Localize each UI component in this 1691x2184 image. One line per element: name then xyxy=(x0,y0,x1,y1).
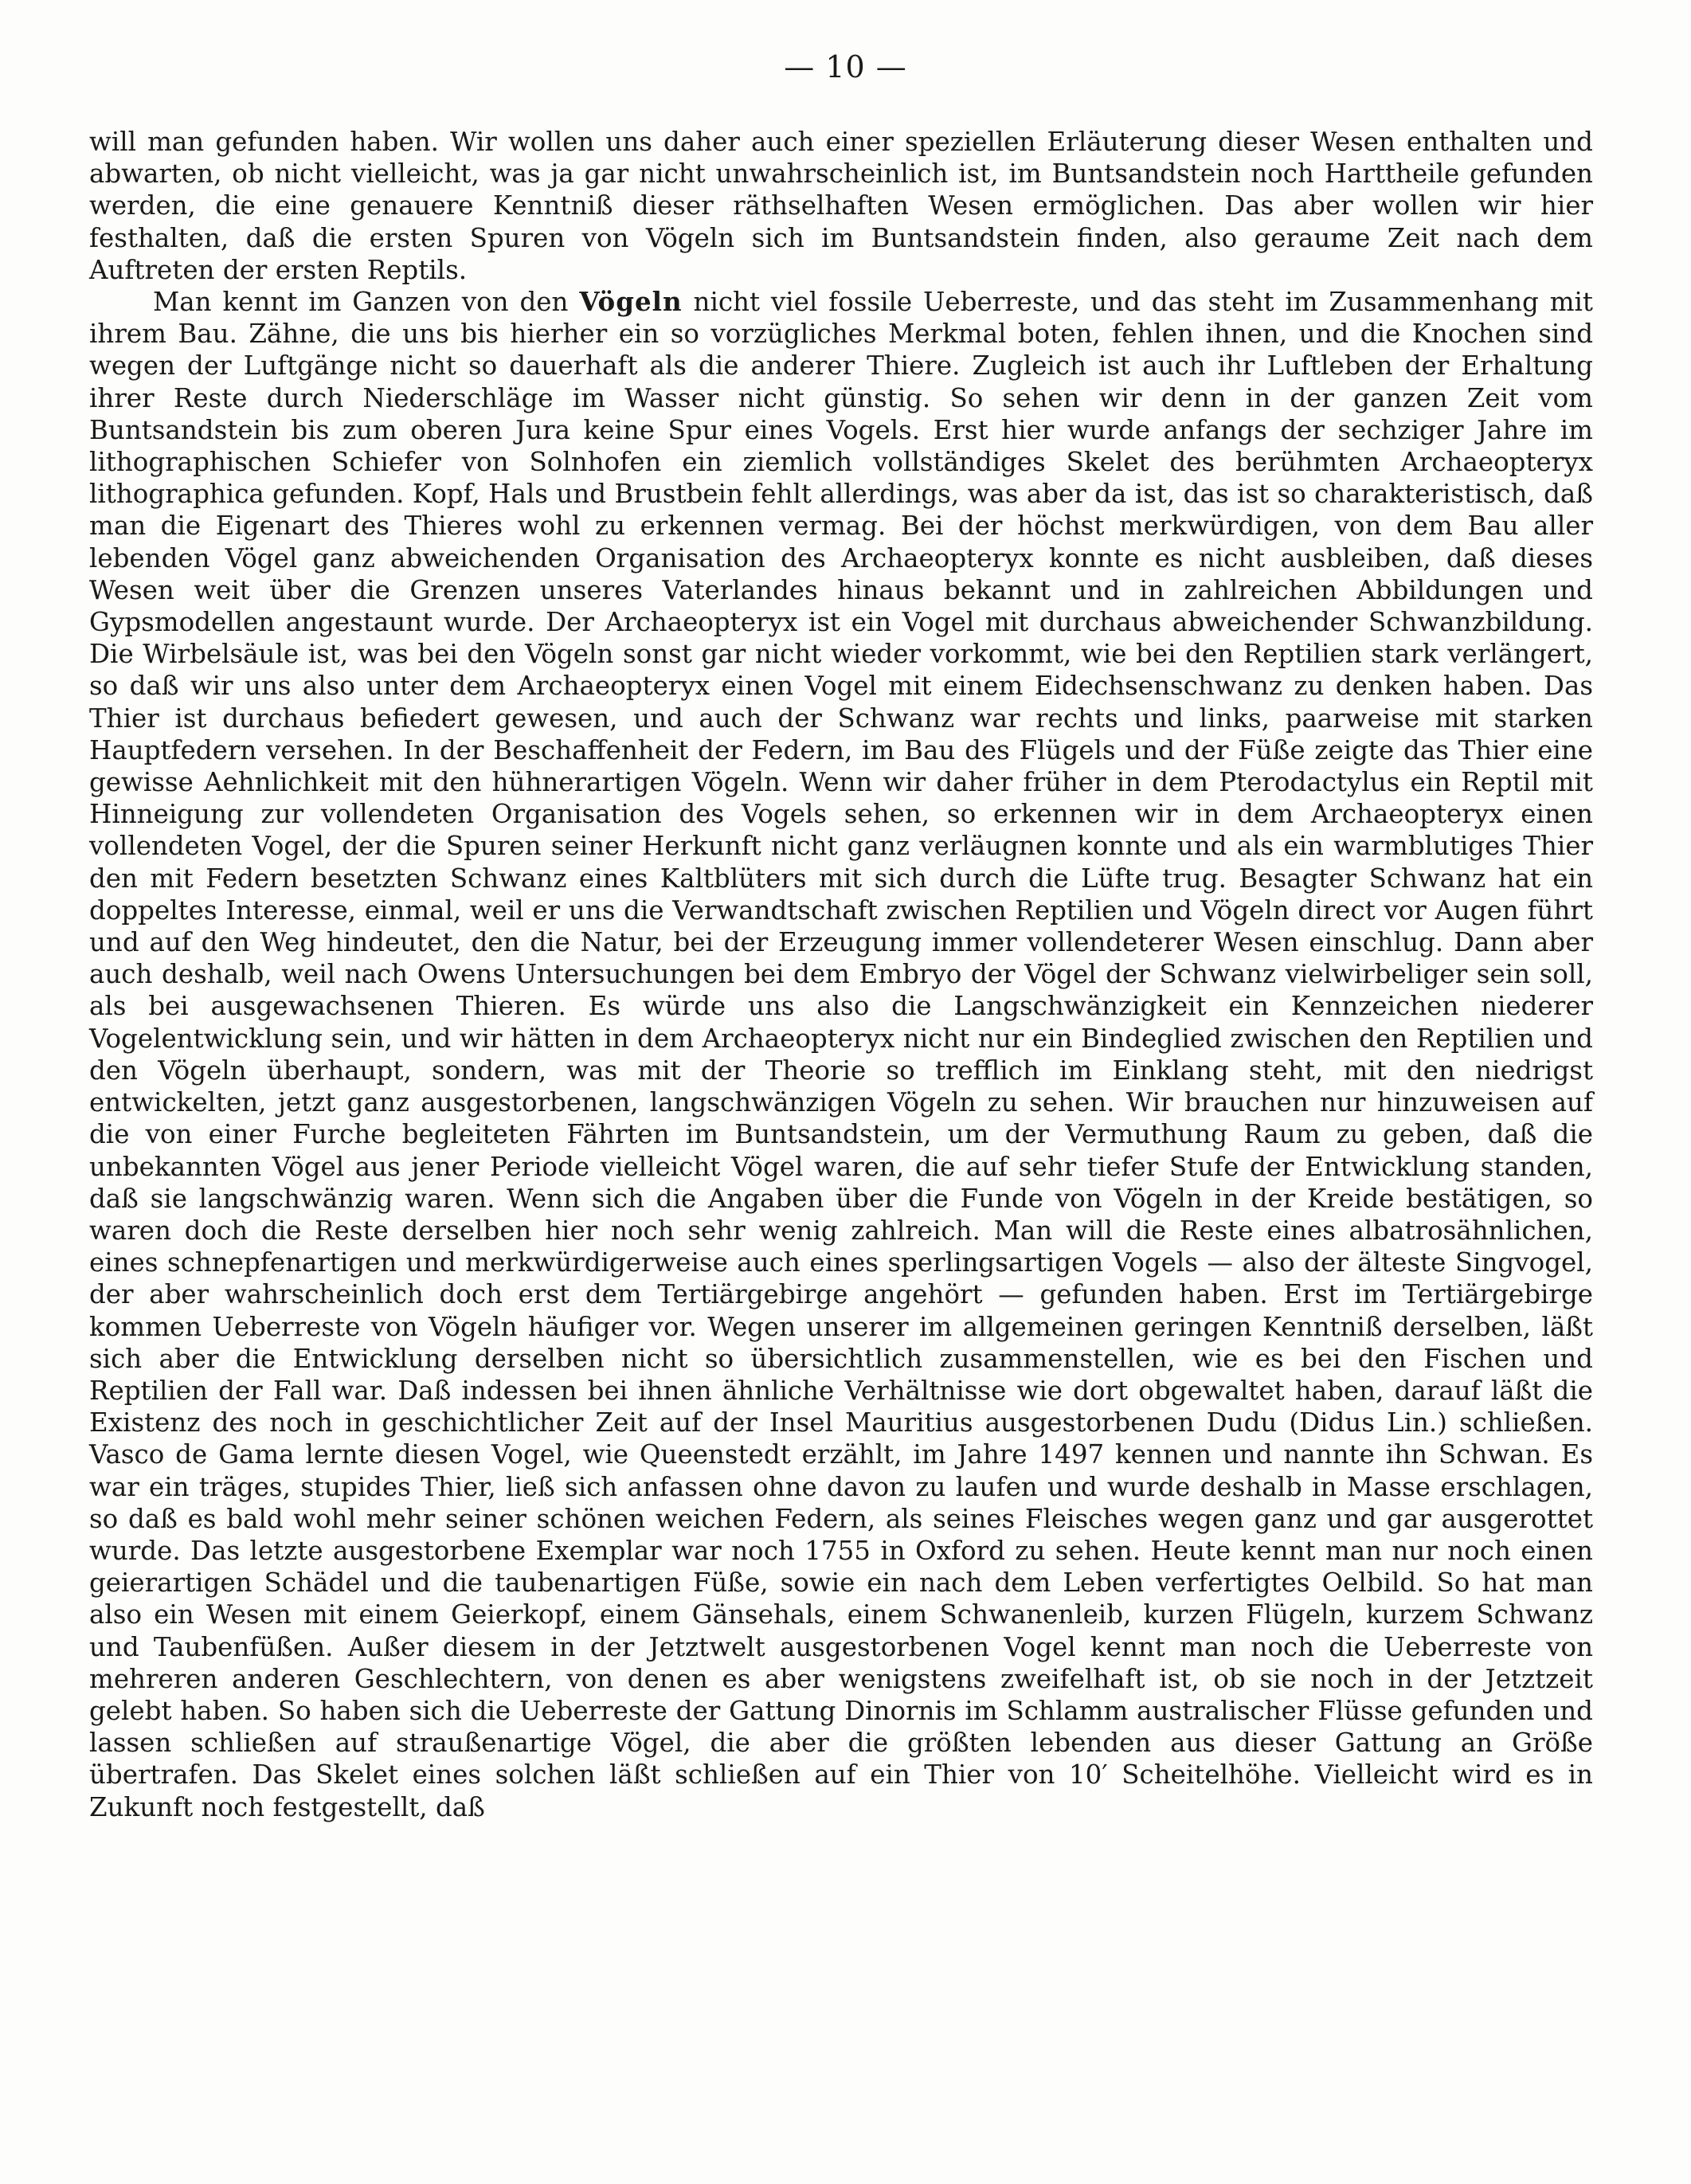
page-number: — 10 — xyxy=(784,49,907,84)
emphasis-voegeln: Vögeln xyxy=(579,286,683,318)
paragraph-birds xyxy=(89,286,1593,1823)
paragraph-birds-body: nicht viel fossile Ueberreste, und das steht im Zusammenhang mit ihrem Bau. Zähne, die uns bis hierher ein so vorzügliches Merkmal boten, fehlen ihnen, und die Knochen sind wegen der Luftgänge nicht so dauerhaft als die anderer Thiere. Zugleich ist auch ihr Luftleben der Erhaltung ihrer Reste durch Niederschläge im Wasser nicht günstig. So sehen wir denn in der ganzen Zeit vom Buntsandstein bis zum oberen Jura keine Spur eines Vogels. Erst hier wurde anfangs der sechziger Jahre im lithographischen Schiefer von Solnhofen ein ziemlich vollständiges Skelet des berühmten Archaeopteryx lithographica gefunden. Kopf, Hals und Brustbein fehlt allerdings, was aber da ist, das ist so charakteristisch, daß man die Eigenart des Thieres wohl zu erkennen vermag. Bei der höchst merkwürdigen, von dem Bau aller lebenden Vögel ganz abweichenden Organisation des Archaeopteryx konnte es nicht ausbleiben, daß dieses Wesen weit über die Grenzen unseres Vaterlandes hinaus bekannt und in zahlreichen Abbildungen und Gypsmodellen angestaunt wurde. Der Archaeopteryx ist ein Vogel mit durchaus abweichender Schwanzbildung. Die Wirbelsäule ist, was bei den Vögeln sonst gar nicht wieder vorkommt, wie bei den Reptilien stark verlängert, so daß wir uns also unter dem Archaeopteryx einen Vogel mit einem Eidechsenschwanz zu denken haben. Das Thier ist durchaus befiedert gewesen, und auch der Schwanz war rechts und links, paarweise mit starken Hauptfedern versehen. In der Beschaffenheit der Federn, im Bau des Flügels und der Füße zeigte das Thier eine gewisse Aehnlichkeit mit den hühnerartigen Vögeln. Wenn wir daher früher in dem Pterodactylus ein Reptil mit Hinneigung zur vollendeten Organisation des Vogels sehen, so erkennen wir in dem Archaeopteryx einen vollendeten Vogel, der die Spuren seiner Herkunft nicht ganz verläugnen konnte und als ein warmblutiges Thier den mit Federn besetzten Schwanz eines Kaltblüters mit sich durch die Lüfte trug. Besagter Schwanz hat ein doppeltes Interesse, einmal, weil er uns die Verwandtschaft zwischen Reptilien und Vögeln direct vor Augen führt und auf den Weg hindeutet, den die Natur, bei der Erzeugung immer vollendeterer Wesen einschlug. Dann aber auch deshalb, weil nach Owens Untersuchungen bei dem Embryo der Vögel der Schwanz vielwirbeliger sein soll, als bei ausgewachsenen Thieren. Es würde uns also die Langschwänzigkeit ein Kennzeichen niederer Vogelentwicklung sein, und wir hätten in dem Archaeopteryx nicht nur ein Bindeglied zwischen den Reptilien und den Vögeln überhaupt, sondern, was mit der Theorie so trefflich im Einklang steht, mit den niedrigst entwickelten, jetzt ganz ausgestorbenen, langschwänzigen Vögeln zu sehen. Wir brauchen nur hinzuweisen auf die von einer Furche begleiteten Fährten im Buntsandstein, um der Vermuthung Raum zu geben, daß die unbekannten Vögel aus jener Periode vielleicht Vögel waren, die auf sehr tiefer Stufe der Entwicklung standen, daß sie langschwänzig waren. Wenn sich die Angaben über die Funde von Vögeln in der Kreide bestätigen, so waren doch die Reste derselben hier noch sehr wenig zahlreich. Man will die Reste eines albatrosähnlichen, eines schnepfenartigen und merkwürdigerweise auch eines sperlingsartigen Vogels — also der älteste Singvogel, der aber wahrscheinlich doch erst dem Tertiärgebirge angehört — gefunden haben. Erst im Tertiärgebirge kommen Ueberreste von Vögeln häufiger vor. Wegen unserer im allgemeinen geringen Kenntniß derselben, läßt sich aber die Entwicklung derselben nicht so übersichtlich zusammenstellen, wie es bei den Fischen und Reptilien der Fall war. Daß indessen bei ihnen ähnliche Verhältnisse wie dort obgewaltet haben, darauf läßt die Existenz des noch in geschichtlicher Zeit auf der Insel Mauritius ausgestorbenen Dudu (Didus Lin.) schließen. Vasco de Gama lernte diesen Vogel, wie Queenstedt erzählt, im Jahre 1497 kennen und nannte ihn Schwan. Es war ein träges, stupides Thier, ließ sich anfassen ohne davon zu laufen und wurde deshalb in Masse erschlagen, so daß es bald wohl mehr seiner schönen weichen Federn, als seines Fleisches wegen ganz und gar ausgerottet wurde. Das letzte ausgestorbene Exemplar war noch 1755 in Oxford zu sehen. Heute kennt man nur noch einen geierartigen Schädel und die taubenartigen Füße, sowie ein nach dem Leben verfertigtes Oelbild. So hat man also ein Wesen mit einem Geierkopf, einem Gänsehals, einem Schwanenleib, kurzen Flügeln, kurzem Schwanz und Taubenfüßen. Außer diesem in der Jetztwelt ausgestorbenen Vogel kennt man noch die Ueberreste von mehreren anderen Geschlechtern, von denen es aber wenigstens zweifelhaft ist, ob sie noch in der Jetztzeit gelebt haben. So haben sich die Ueberreste der Gattung Dinornis im Schlamm australischer Flüsse gefunden und lassen schließen auf straußenartige Vögel, die aber die größten lebenden aus dieser Gattung an Größe übertrafen. Das Skelet eines solchen läßt schließen auf ein Thier von 10′ Scheitelhöhe. Vielleicht wird es in Zukunft noch festgestellt, daß xyxy=(89,287,1593,1822)
body-text xyxy=(89,126,1593,1823)
paragraph-birds-lead: Man kennt im Ganzen von den xyxy=(153,287,580,318)
paragraph-continuation: will man gefunden haben. Wir wollen uns daher auch einer speziellen Erläuterung dieser Wesen enthalten und abwarten, ob nicht vielleicht, was ja gar nicht unwahrscheinlich ist, im Buntsandstein noch Harttheile gefunden werden, die eine genauere Kenntniß dieser räthselhaften Wesen ermöglichen. Das aber wollen wir hier festhalten, daß die ersten Spuren von Vögeln sich im Buntsandstein finden, also geraume Zeit nach dem Auftreten der ersten Reptils. xyxy=(89,127,1593,285)
